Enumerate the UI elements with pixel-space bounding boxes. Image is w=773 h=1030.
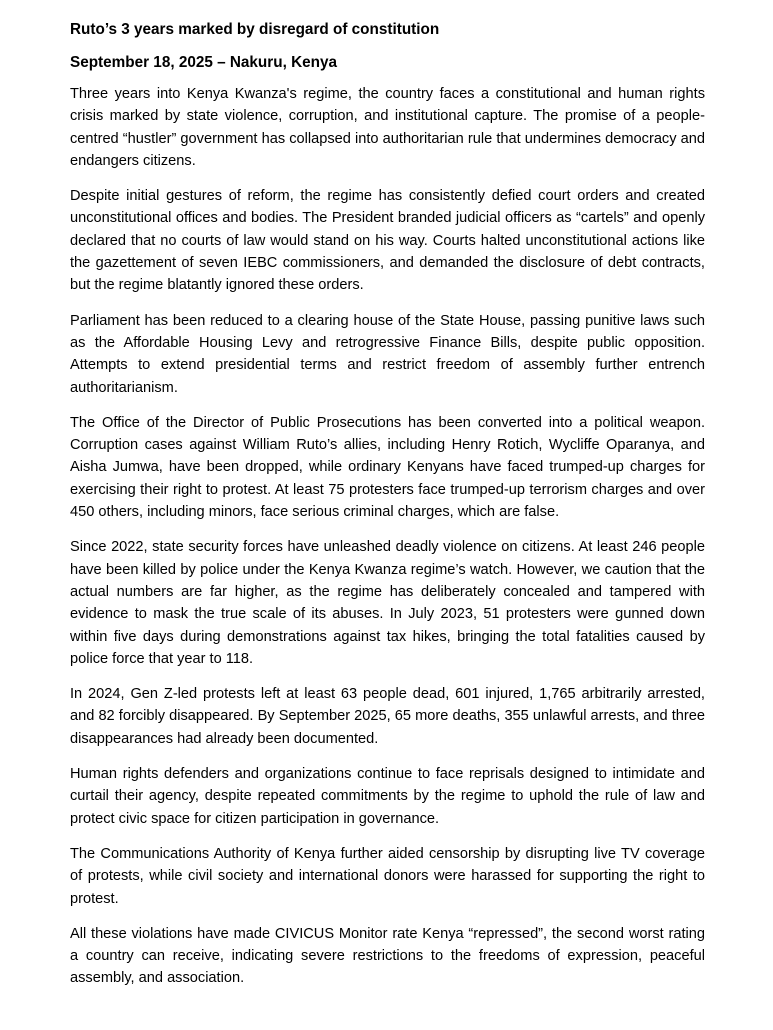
document-title: Ruto’s 3 years marked by disregard of constitution bbox=[70, 21, 440, 38]
paragraph-communications-authority: The Communications Authority of Kenya further aided censorship by disrupting live TV coverage of protests, while civil society and international donors were harassed for supporting the right to protest. bbox=[70, 845, 705, 907]
paragraph-parliament: Parliament has been reduced to a clearing house of the State House, passing punitive laws such as the Affordable Housing Levy and retrogressive Finance Bills, despite public opposition. Attempts to extend presidential terms and restrict freedom of assembly further entrench authoritarianism. bbox=[70, 312, 705, 396]
paragraph-civicus-rating: All these violations have made CIVICUS Monitor rate Kenya “repressed”, the second worst rating a country can receive, indicating severe restrictions to the freedoms of expression, peaceful assembly, and association. bbox=[70, 925, 705, 987]
paragraph-gen-z-protests: In 2024, Gen Z-led protests left at least 63 people dead, 601 injured, 1,765 arbitrarily arrested, and 82 forcibly disappeared. By September 2025, 65 more deaths, 355 unlawful arrests, and three disappearances had already been documented. bbox=[70, 686, 705, 747]
paragraph-human-rights-defenders: Human rights defenders and organizations continue to face reprisals designed to intimidate and curtail their agency, despite repeated commitments by the regime to uphold the rule of law and protect civic space for citizen participation in governance. bbox=[70, 766, 705, 827]
dateline: September 18, 2025 – Nakuru, Kenya bbox=[70, 54, 337, 71]
paragraph-intro: Three years into Kenya Kwanza's regime, the country faces a constitutional and human rights crisis marked by state violence, corruption, and institutional capture. The promise of a people-centred “hustler” government has collapsed into authoritarian rule that undermines democracy and endangers citizens. bbox=[70, 86, 705, 169]
paragraph-court-orders: Despite initial gestures of reform, the regime has consistently defied court orders and created unconstitutional offices and bodies. The President branded judicial officers as “cartels” and openly declared that no courts of law would stand on his way. Courts halted unconstitutional actions like the gazettement of seven IEBC commissioners, and demanded the disclosure of debt contracts, but the regime blatantly ignored these orders. bbox=[70, 188, 705, 294]
paragraph-police-violence: Since 2022, state security forces have unleashed deadly violence on citizens. At least 246 people have been killed by police under the Kenya Kwanza regime’s watch. However, we caution that the actual numbers are far higher, as the regime has deliberately concealed and tampered with evidence to mask the true scale of its abuses. In July 2023, 51 protesters were gunned down within five days during demonstrations against tax hikes, bringing the total fatalities caused by police force that year to 118. bbox=[70, 539, 705, 667]
paragraph-odpp: The Office of the Director of Public Prosecutions has been converted into a political weapon. Corruption cases against William Ruto’s allies, including Henry Rotich, Wycliffe Oparanya, and Aisha Jumwa, have been dropped, while ordinary Kenyans have faced trumped-up charges for exercising their right to protest. At least 75 protesters face trumped-up terrorism charges and over 450 others, including minors, face serious criminal charges, which are false. bbox=[70, 414, 705, 521]
